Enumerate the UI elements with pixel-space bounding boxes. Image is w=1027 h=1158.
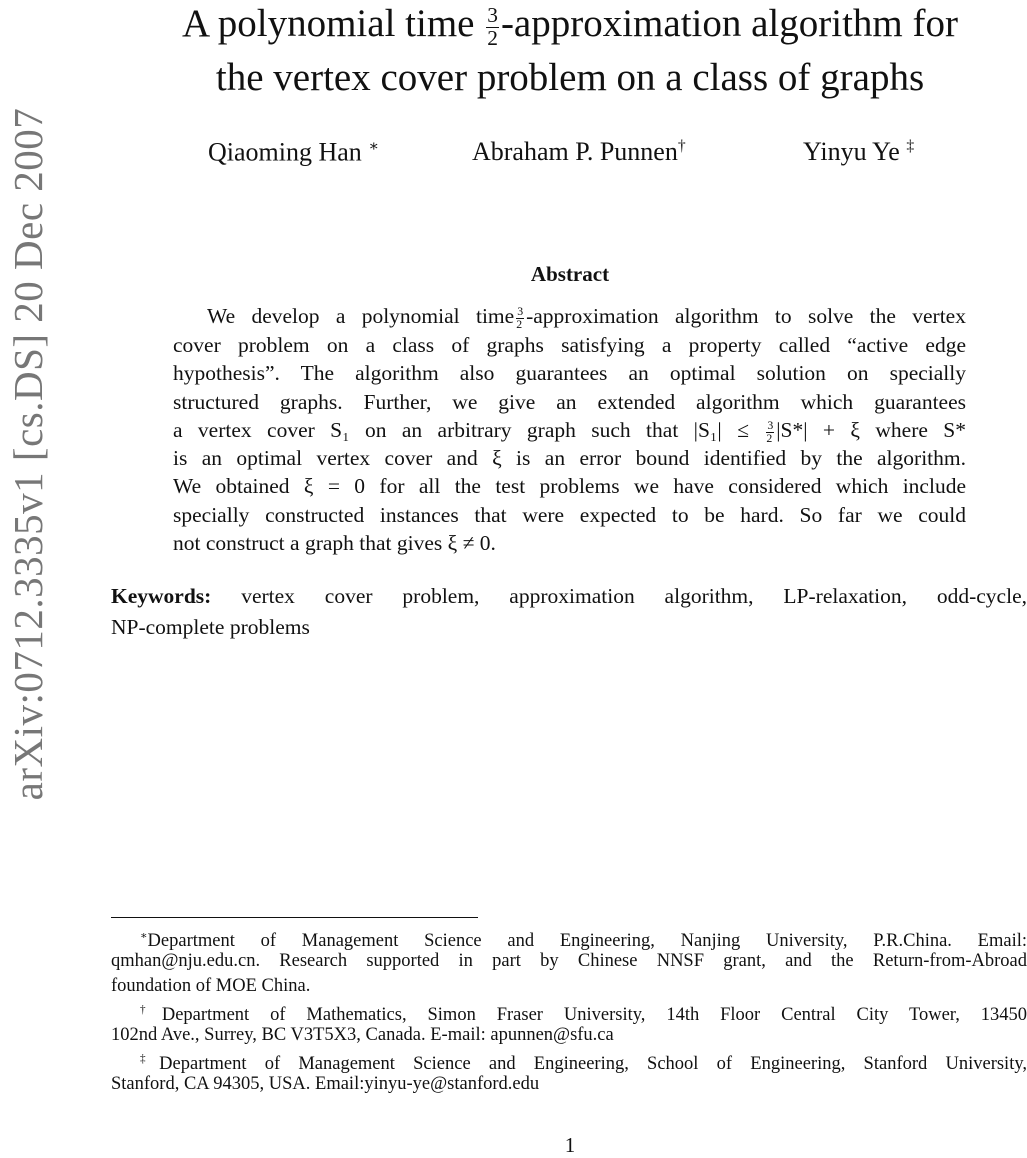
arxiv-identifier-sidebar: arXiv:0712.3335v1 [cs.DS] 20 Dec 2007 [5,107,51,801]
footnote-mark: ∗ [140,930,148,942]
abstract-line: not construct a graph that gives ξ ≠ 0. [173,531,496,555]
keywords-line [111,584,1027,608]
abstract-heading: Abstract [530,262,610,286]
abstract-line: cover problem on a class of graphs satisfying a property called “active edge [173,333,966,357]
author-name: Abraham P. Punnen [472,137,678,166]
fraction-numerator: 3 [517,303,524,318]
text: |S*| + ξ where S* [776,418,966,442]
fraction [766,417,774,445]
footnote-mark: ‡ [140,1053,160,1065]
abstract-line: is an optimal vertex cover and ξ is an error bound identified by the algorithm. [173,446,966,470]
text: We develop a polynomial time [207,304,515,328]
text: Department of Management Science and Engineering, Nanjing University, P.R.China. Email: [147,931,1027,952]
page-number: 1 [564,1133,576,1157]
footnote-rule [111,917,478,918]
author-name: Qiaoming Han [208,137,362,167]
title-line-2: the vertex cover problem on a class of graphs [215,56,925,99]
author [472,137,686,167]
fraction-denominator: 2 [487,25,498,50]
text: a vertex cover S₁ on an arbitrary graph such that |S₁| ≤ [173,418,749,442]
author-name: Yinyu Ye [803,137,900,166]
abstract-line: specially constructed instances that were expected to be hard. So far we could [173,503,966,527]
footnote-line: 102nd Ave., Surrey, BC V3T5X3, Canada. E-mail: apunnen@sfu.ca [111,1025,614,1045]
footnote-mark: † [677,137,686,155]
fraction [486,5,499,49]
footnote-line: qmhan@nju.edu.cn. Research supported in part by Chinese NNSF grant, and the Return-from-Abroad [111,951,1027,971]
keywords-text: vertex cover problem, approximation algorithm, LP-relaxation, odd-cycle, [241,584,1027,608]
abstract-line: We obtained ξ = 0 for all the test problems we have considered which include [173,474,966,498]
fraction [516,303,524,331]
fraction-denominator: 2 [516,316,523,331]
text: Department of Mathematics, Simon Fraser University, 14th Floor Central City Tower, 13450 [161,1005,1027,1026]
keywords-line: NP-complete problems [111,615,310,639]
author [208,137,379,168]
footnote-line: foundation of MOE China. [111,976,311,996]
author [803,137,914,167]
footnote-line: Stanford, CA 94305, USA. Email:yinyu-ye@stanford.edu [111,1074,540,1094]
footnote-mark: ∗ [368,138,379,155]
title-text: -approximation algorithm for [500,2,958,45]
title-line-1 [0,4,1027,49]
abstract-line: hypothesis”. The algorithm also guarantees an optimal solution on specially [173,361,966,385]
abstract-line [173,418,966,444]
fraction-denominator: 2 [766,430,773,445]
text: Department of Management Science and Engineering, School of Engineering, Stanford University, [159,1054,1027,1075]
abstract-line [207,304,966,330]
title-text: A polynomial time [181,2,475,45]
fraction-numerator: 3 [487,3,498,28]
text: -approximation algorithm to solve the vertex [526,304,966,328]
footnote-mark: † [140,1004,162,1016]
keywords-label: Keywords: [111,584,212,608]
footnote-line [140,925,1027,952]
abstract-line: structured graphs. Further, we give an extended algorithm which guarantees [173,390,966,414]
fraction-numerator: 3 [767,417,774,432]
footnote-line [140,1048,1027,1075]
footnote-line [140,999,1027,1026]
footnote-mark: ‡ [906,137,915,155]
